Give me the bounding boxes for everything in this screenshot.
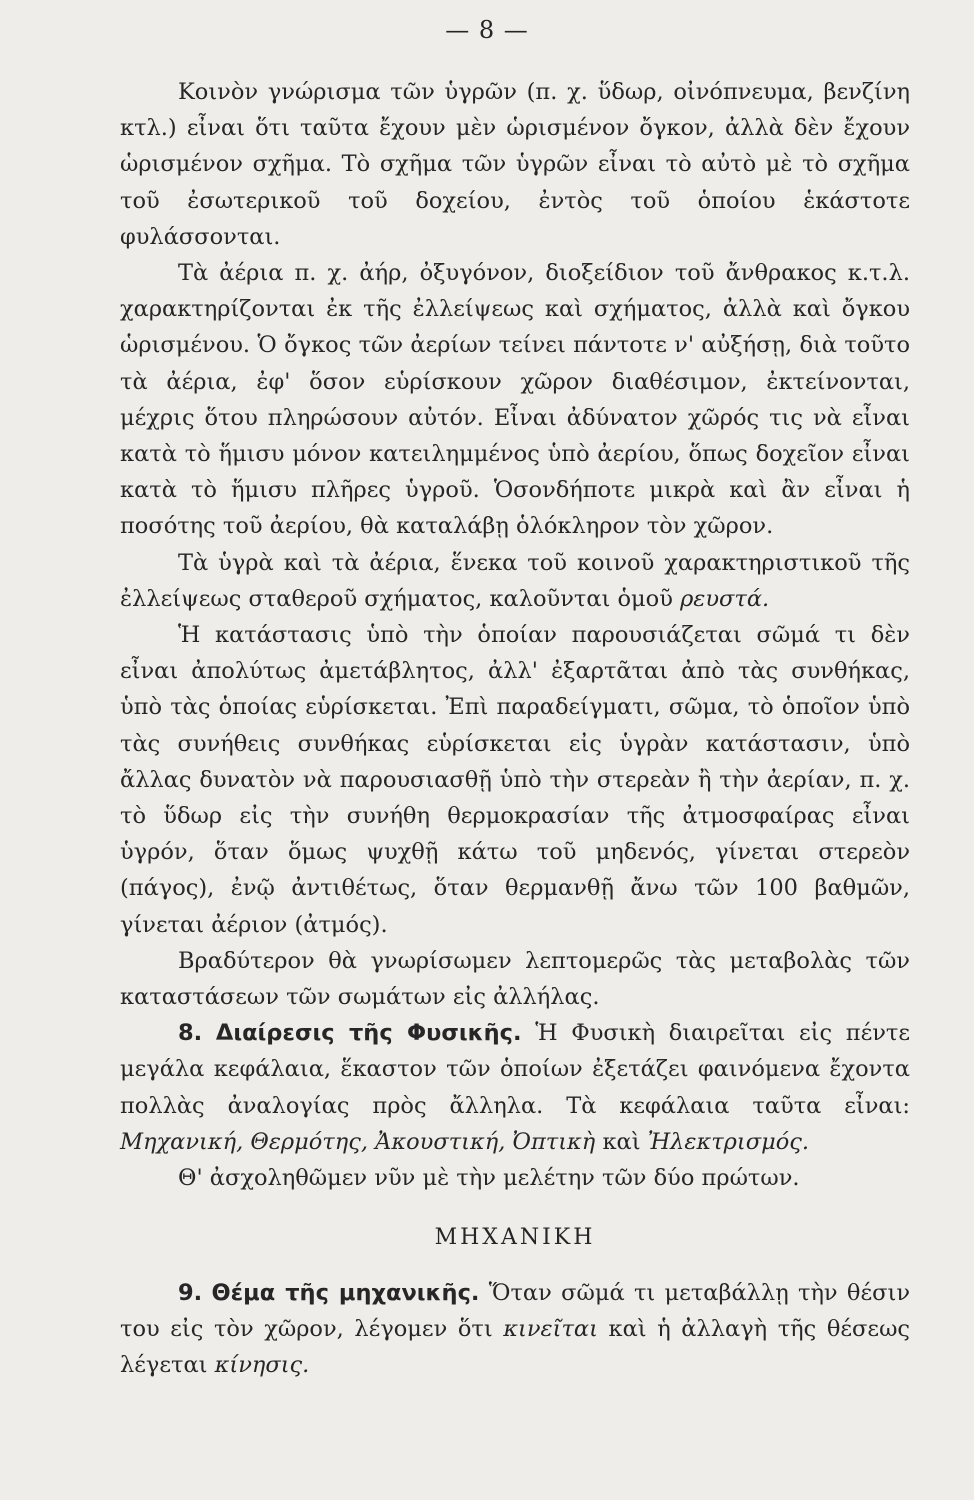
section-9-number: 9. <box>178 1279 203 1306</box>
paragraph-study: Θ' ἀσχοληθῶμεν νῦν μὲ τὴν μελέτην τῶν δύο πρώτων. <box>178 1165 800 1192</box>
section-9 <box>120 1275 910 1384</box>
section-9-text2: καὶ ἡ ἀλλαγὴ τῆς θέσεως λέγεται <box>120 1315 911 1378</box>
section-8-text: Ἡ Φυσικὴ διαιρεῖται εἰς πέντε μεγάλα κεφάλαια, ἕκαστον τῶν ὁποίων ἐξετάζει φαινόμενα ἔχοντα πολλὰς ἀναλογίας πρὸς ἄλληλα. Τὰ κεφάλαια ταῦτα εἶναι: <box>120 1020 911 1119</box>
section-9-text: Ὅταν σῶμά τι μεταβάλλῃ τὴν θέσιν του εἰς τὸν χῶρον, λέγομεν ὅτι <box>120 1279 910 1342</box>
paragraph-gases: Τὰ ἀέρια π. χ. ἀήρ, ὀξυγόνον, διοξείδιον τοῦ ἄνθρακος κ.τ.λ. χαρακτηρίζονται ἐκ τῆς ἐλλείψεως καὶ σχήματος, ἀλλὰ καὶ ὄγκου ὡρισμένου. Ὁ ὄγκος τῶν ἀερίων τείνει πάντοτε ν' αὐξήσῃ, διὰ τοῦτο τὰ ἀέρια, ἐφ' ὅσον εὑρίσκουν χῶρον διαθέσιμον, ἐκτείνονται, μέχρις ὅτου πληρώσουν αὐτόν. Εἶναι ἀδύνατον χῶρός τις νὰ εἶναι κατὰ τὸ ἥμισυ μόνον κατειλημμένος ὑπὸ ἀερίου, ὅπως δοχεῖον εἶναι κατὰ τὸ ἥμισυ πλῆρες ὑγροῦ. Ὁσονδήποτε μικρὰ καὶ ἂν εἶναι ἡ ποσότης τοῦ ἀερίου, θὰ καταλάβῃ ὁλόκληρον τὸν χῶρον. <box>120 260 910 540</box>
section-9-title: Θέμα τῆς μηχανικῆς. <box>211 1279 480 1306</box>
paragraph-liquids: Κοινὸν γνώρισμα τῶν ὑγρῶν (π. χ. ὕδωρ, οἰνόπνευμα, βενζίνη κτλ.) εἶναι ὅτι ταῦτα ἔχουν μὲν ὡρισμένον ὄγκον, ἀλλὰ δὲν ἔχουν ὡρισμένον σχῆμα. Τὸ σχῆμα τῶν ὑγρῶν εἶναι τὸ αὐτὸ μὲ τὸ σχῆμα τοῦ ἐσωτερικοῦ τοῦ δοχείου, ἐντὸς τοῦ ὁποίου ἑκάστοτε φυλάσσονται. <box>120 79 910 250</box>
mechanics-heading: ΜΗΧΑΝΙΚΗ <box>434 1225 596 1251</box>
section-9-italic-motion: κίνησις. <box>214 1351 310 1378</box>
page-number: — 8 — <box>445 16 529 44</box>
paragraph-later: Βραδύτερον θὰ γνωρίσωμεν λεπτομερῶς τὰς μεταβολὰς τῶν καταστάσεων τῶν σωμάτων εἰς ἀλλήλας. <box>120 947 910 1011</box>
section-8-branches-b: Ἠλεκτρισμός. <box>647 1128 810 1155</box>
body-text <box>120 74 910 1383</box>
paragraph-states: Ἡ κατάστασις ὑπὸ τὴν ὁποίαν παρουσιάζεται σῶμά τι δὲν εἶναι ἀπολύτως ἀμετάβλητος, ἀλλ' ἐξαρτᾶται ἀπὸ τὰς συνθήκας, ὑπὸ τὰς ὁποίας εὑρίσκεται. Ἐπὶ παραδείγματι, σῶμα, τὸ ὁποῖον ὑπὸ τὰς συνήθεις συνθήκας εὑρίσκεται εἰς ὑγρὰν κατάστασιν, ὑπὸ ἄλλας δυνατὸν νὰ παρουσιασθῇ ὑπὸ τὴν στερεὰν ἢ τὴν ἀερίαν, π. χ. τὸ ὕδωρ εἰς τὴν συνήθη θερμοκρασίαν τῆς ἀτμοσφαίρας εἶναι ὑγρόν, ὅταν ὅμως ψυχθῇ κάτω τοῦ μηδενός, γίνεται στερεὸν (πάγος), ἐνῷ ἀντιθέτως, ὅταν θερμανθῇ ἄνω τῶν 100 βαθμῶν, γίνεται ἀέριον (ἀτμός). <box>120 622 910 938</box>
section-9-italic-moves: κινεῖται <box>503 1315 598 1342</box>
section-8-and: καὶ <box>602 1128 641 1155</box>
paragraph-fluids <box>120 545 910 617</box>
section-8-number: 8. <box>178 1020 203 1047</box>
section-8-branches-a: Μηχανική, Θερμότης, Ἀκουστική, Ὀπτικὴ <box>120 1128 596 1155</box>
section-8 <box>120 1015 910 1160</box>
section-8-title: Διαίρεσις τῆς Φυσικῆς. <box>215 1020 522 1047</box>
fluids-term: ρευστά. <box>680 585 770 612</box>
fluids-text: Τὰ ὑγρὰ καὶ τὰ ἀέρια, ἕνεκα τοῦ κοινοῦ χαρακτηριστικοῦ τῆς ἐλλείψεως σταθεροῦ σχήματος, καλοῦνται ὁμοῦ <box>120 549 910 612</box>
